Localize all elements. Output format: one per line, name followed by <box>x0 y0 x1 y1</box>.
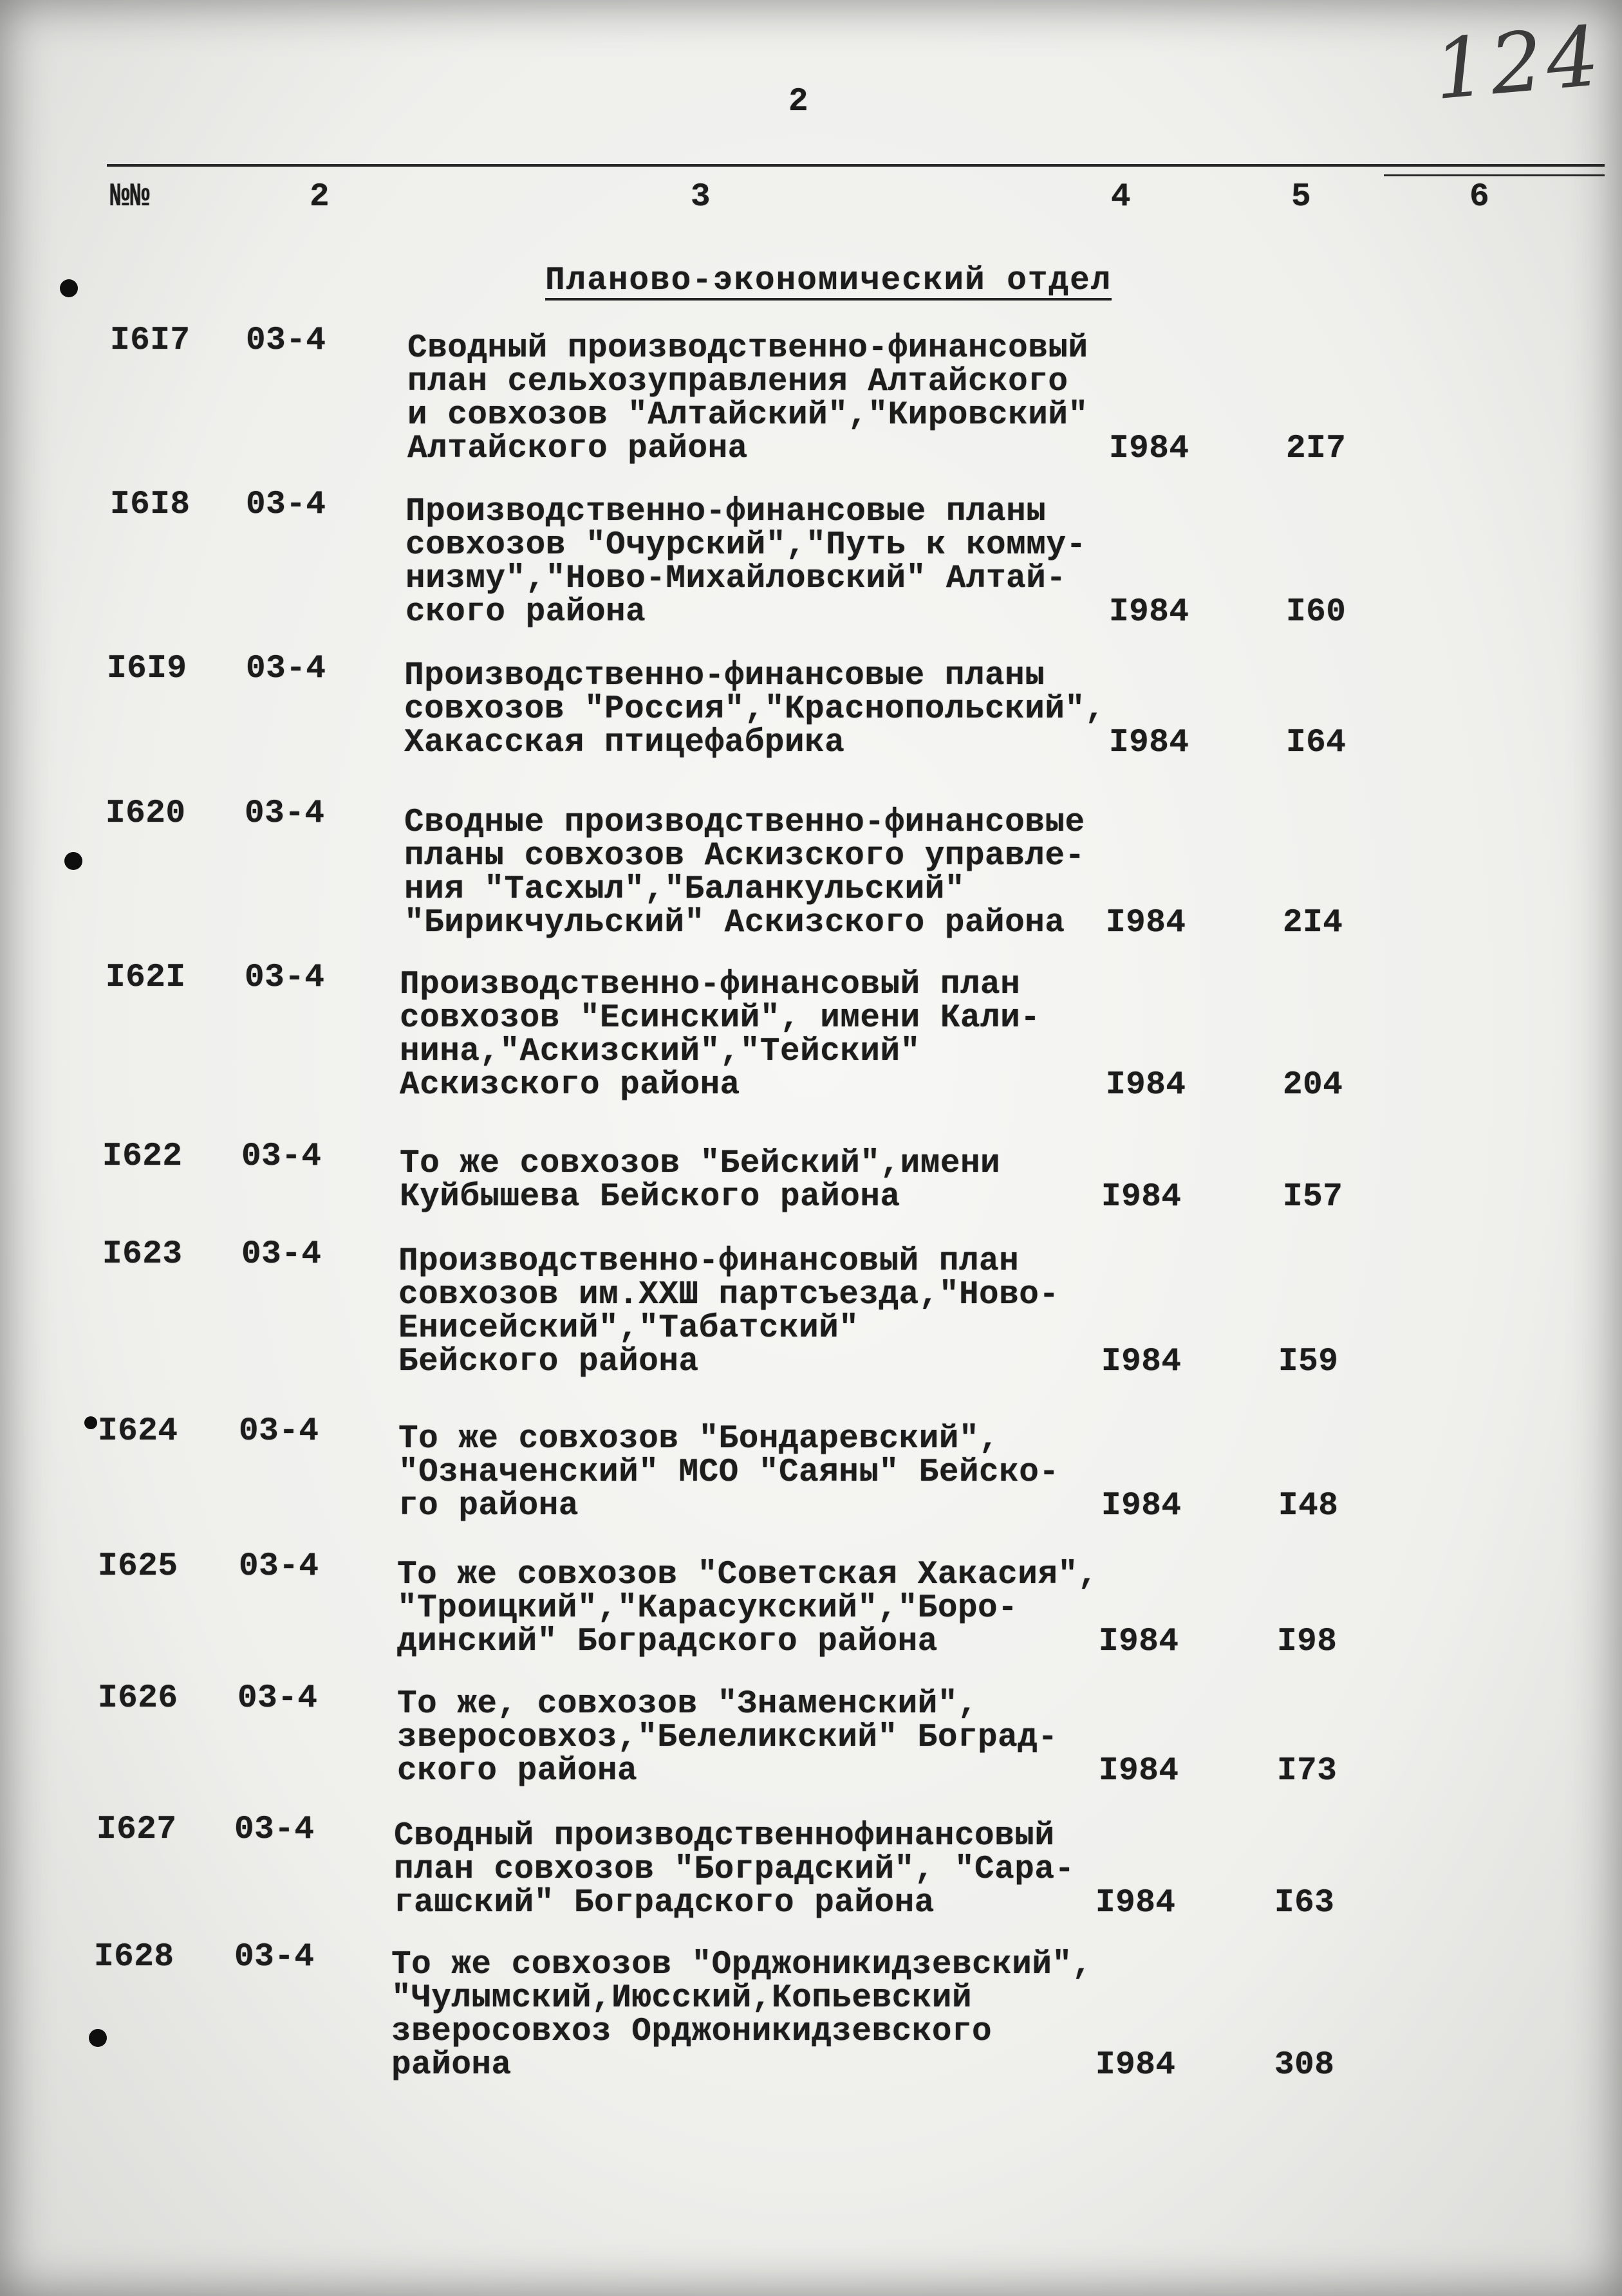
description-line: То же совхозов "Советская Хакасия", <box>397 1557 1098 1593</box>
row-sheet-count: I57 <box>1283 1179 1343 1216</box>
row-description <box>404 660 1105 760</box>
row-description <box>397 1559 1098 1659</box>
description-line: нина,"Аскизский","Тейский" <box>400 1033 920 1070</box>
row-code: 03-4 <box>239 1413 319 1450</box>
row-code: 03-4 <box>239 1548 319 1585</box>
row-sheet-count: I73 <box>1277 1753 1338 1790</box>
description-line: го района <box>398 1488 579 1524</box>
row-code: 03-4 <box>245 959 325 996</box>
description-line: ского района <box>406 594 646 631</box>
row-sheet-count: I48 <box>1278 1488 1339 1524</box>
description-line: совхозов им.ХХШ партсъезда,"Ново- <box>398 1277 1059 1313</box>
row-code: 03-4 <box>241 1236 322 1273</box>
row-number: I627 <box>97 1811 177 1848</box>
description-line: Бейского района <box>398 1344 699 1380</box>
description-line: Производственно-финансовый план <box>398 1243 1020 1280</box>
description-line: динский" Боградского района <box>397 1624 938 1660</box>
column-header-5: 5 <box>1291 179 1312 216</box>
row-sheet-count: I64 <box>1286 725 1347 761</box>
row-description <box>407 332 1088 466</box>
description-line: Хакасская птицефабрика <box>404 725 845 761</box>
description-line: Сводные производственно-финансовые <box>404 804 1085 841</box>
description-line: зверосовхоз Орджоникидзевского <box>391 2014 993 2050</box>
description-line: района <box>391 2047 512 2084</box>
description-line: зверосовхоз,"Белеликский" Боград- <box>397 1719 1058 1756</box>
inventory-row <box>0 1140 1622 1214</box>
inventory-row <box>0 1941 1622 2082</box>
row-sheet-count: 2I7 <box>1286 430 1347 467</box>
description-line: Производственно-финансовый план <box>400 967 1021 1003</box>
description-line: "Означенский" МСО "Саяны" Бейско- <box>398 1454 1059 1491</box>
row-description <box>406 495 1086 629</box>
row-sheet-count: I59 <box>1278 1344 1339 1380</box>
row-description <box>400 1147 1000 1214</box>
description-line: То же совхозов "Орджоникидзевский", <box>391 1947 1092 1983</box>
description-line: Сводный производственнофинансовый <box>394 1818 1055 1855</box>
row-sheet-count: 2I4 <box>1283 905 1343 941</box>
description-line: совхозов "Россия","Краснопольский", <box>404 691 1105 728</box>
row-description <box>397 1688 1058 1788</box>
row-sheet-count: I60 <box>1286 594 1347 631</box>
description-line: "Троицкий","Карасукский","Боро- <box>397 1590 1018 1627</box>
inventory-row <box>0 653 1622 760</box>
row-number: I6I7 <box>110 322 191 359</box>
inventory-row <box>0 797 1622 940</box>
column-header-6: 6 <box>1469 179 1490 216</box>
row-code: 03-4 <box>241 1138 322 1175</box>
inventory-row <box>0 1550 1622 1659</box>
row-code: 03-4 <box>238 1680 318 1717</box>
row-sheet-count: 308 <box>1274 2047 1335 2084</box>
row-sheet-count: I98 <box>1277 1624 1338 1660</box>
row-description <box>398 1423 1059 1523</box>
inventory-row <box>0 1238 1622 1379</box>
row-description <box>391 1949 1092 2082</box>
row-code: 03-4 <box>234 1811 315 1848</box>
row-year: I984 <box>1109 725 1189 761</box>
inventory-row <box>0 1415 1622 1523</box>
description-line: Енисейский","Табатский" <box>398 1310 859 1347</box>
row-year: I984 <box>1109 430 1189 467</box>
description-line: "Чулымский,Июсский,Копьевский <box>391 1980 973 2017</box>
row-number: I623 <box>102 1236 183 1273</box>
description-line: То же совхозов "Бейский",имени <box>400 1145 1001 1182</box>
row-description <box>398 1245 1059 1379</box>
row-number: I628 <box>94 1939 174 1976</box>
inventory-row <box>0 1813 1622 1920</box>
row-code: 03-4 <box>245 795 325 832</box>
row-number: I626 <box>98 1680 178 1717</box>
inventory-row <box>0 961 1622 1102</box>
description-line: гашский" Боградского района <box>394 1885 935 1921</box>
inventory-row <box>0 1682 1622 1788</box>
section-title: Планово-экономический отдел <box>545 263 1112 299</box>
row-year: I984 <box>1106 905 1186 941</box>
description-line: Аскизского района <box>400 1067 740 1104</box>
row-sheet-count: I63 <box>1274 1885 1335 1921</box>
inventory-row <box>0 324 1622 466</box>
row-number: I624 <box>98 1413 178 1450</box>
description-line: Сводный производственно-финансовый <box>407 330 1088 367</box>
row-year: I984 <box>1101 1488 1182 1524</box>
description-line: ского района <box>397 1753 638 1790</box>
row-year: I984 <box>1106 1067 1186 1104</box>
row-year: I984 <box>1095 1885 1176 1921</box>
description-line: ния "Тасхыл","Баланкульский" <box>404 871 965 908</box>
description-line: и совхозов "Алтайский","Кировский" <box>407 397 1088 434</box>
row-code: 03-4 <box>246 486 326 523</box>
row-sheet-count: 204 <box>1283 1067 1343 1104</box>
description-line: "Бирикчульский" Аскизского района <box>404 905 1065 941</box>
row-description <box>400 968 1040 1102</box>
row-year: I984 <box>1109 594 1189 631</box>
row-number: I6I9 <box>107 651 187 687</box>
description-line: То же совхозов "Бондаревский", <box>398 1421 1000 1458</box>
row-description <box>404 806 1085 940</box>
page-number: 2 <box>788 84 809 120</box>
description-line: Куйбышева Бейского района <box>400 1179 900 1216</box>
inventory-row <box>0 488 1622 629</box>
row-year: I984 <box>1095 2047 1176 2084</box>
description-line: совхозов "Есинский", имени Кали- <box>400 1000 1041 1037</box>
description-line: низму","Ново-Михайловский" Алтай- <box>406 560 1067 597</box>
row-number: I620 <box>106 795 186 832</box>
row-number: I6I8 <box>110 486 191 523</box>
row-code: 03-4 <box>234 1939 315 1976</box>
description-line: совхозов "Очурский","Путь к комму- <box>406 527 1086 564</box>
description-line: план сельхозуправления Алтайского <box>407 364 1068 400</box>
description-line: Алтайского района <box>407 430 748 467</box>
row-number: I62I <box>106 959 186 996</box>
row-year: I984 <box>1101 1179 1182 1216</box>
row-description <box>394 1820 1075 1920</box>
description-line: планы совхозов Аскизского управле- <box>404 838 1085 875</box>
column-header-3: 3 <box>691 179 711 216</box>
row-code: 03-4 <box>246 322 326 359</box>
handwritten-sheet-number: 124 <box>1430 8 1607 119</box>
row-number: I625 <box>98 1548 178 1585</box>
column-header-4: 4 <box>1111 179 1132 216</box>
column-header-2: 2 <box>310 179 330 216</box>
row-year: I984 <box>1099 1624 1179 1660</box>
description-line: То же, совхозов "Знаменский", <box>397 1686 978 1723</box>
row-year: I984 <box>1099 1753 1179 1790</box>
column-header-number: №№ <box>110 179 151 216</box>
row-code: 03-4 <box>246 651 326 687</box>
row-number: I622 <box>102 1138 183 1175</box>
description-line: Производственно-финансовые планы <box>406 494 1047 530</box>
row-year: I984 <box>1101 1344 1182 1380</box>
description-line: план совхозов "Боградский", "Сара- <box>394 1851 1075 1888</box>
description-line: Производственно-финансовые планы <box>404 658 1045 694</box>
